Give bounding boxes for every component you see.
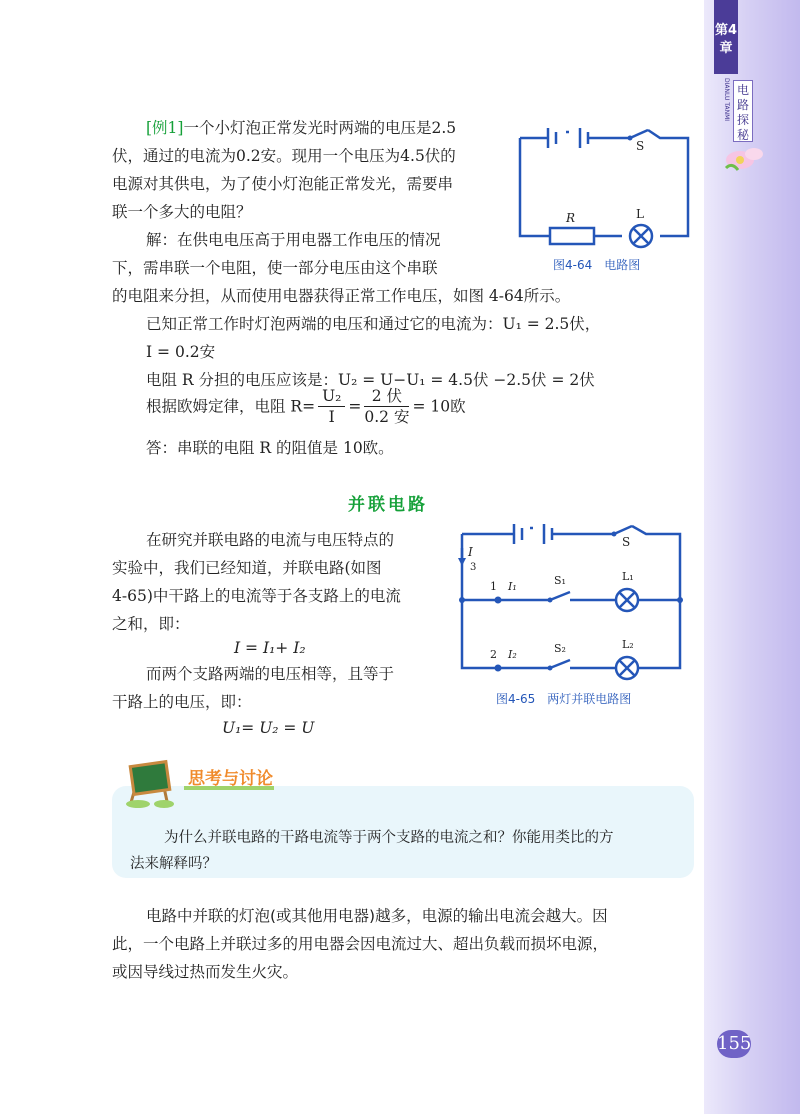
think-line-2: 法来解释吗？ (130, 856, 217, 872)
chapter-title: 电路探秘 (733, 80, 753, 142)
page-number: 155 (717, 1030, 751, 1058)
fig65-label-3: 3 (470, 562, 477, 573)
section-line-5: 而两个支路两端的电压相等，且等于 (146, 665, 395, 683)
example-line-3: 电源对其供电，为了使小灯泡能正常发光，需要串 (112, 175, 454, 193)
section-line-6: 干路上的电压，即： (112, 693, 252, 711)
chalkboard-icon (124, 758, 176, 808)
solution-line-3: 的电阻来分担，从而使用电器获得正常工作电压，如图 4-64所示。 (112, 287, 571, 305)
fig65-label-i2: I₂ (508, 648, 517, 661)
think-title: 思考与讨论 (188, 769, 273, 789)
section-title: 并联电路 (348, 495, 428, 515)
example-line-2: 伏，通过的电流为0.2安。现用一个电压为4.5伏的 (112, 147, 456, 165)
formula-voltage: U₁= U₂ = U (222, 719, 315, 737)
fig65-label-s2: S₂ (554, 642, 566, 655)
figure-4-64-circuit (510, 118, 700, 278)
fig65-label-i: I (468, 545, 473, 559)
example-line-4: 联一个多大的电阻？ (112, 203, 252, 221)
fig65-label-s1: S₁ (554, 574, 566, 587)
figure-4-65-caption: 图4-65 两灯并联电路图 (496, 692, 632, 706)
chapter-pinyin: DIANLU TANMI (723, 78, 730, 122)
fig65-label-1: 1 (490, 580, 497, 593)
fig64-label-l: L (636, 207, 644, 221)
example-label: [例1] (146, 119, 184, 137)
section-line-2: 实验中，我们已经知道，并联电路(如图 (112, 559, 382, 577)
closing-line-2: 此，一个电路上并联过多的用电器会因电流过大、超出负载而损坏电源， (112, 935, 609, 953)
fraction-u2-over-i: $\frac{\text{U₂}}{I}$ (318, 386, 345, 427)
section-line-3: 4-65)中干路上的电流等于各支路上的电流 (112, 587, 401, 605)
section-line-4: 之和，即： (112, 615, 190, 633)
fig65-label-l2: L₂ (622, 638, 634, 651)
figure-4-65-circuit (450, 510, 690, 690)
closing-line-3: 或因导线过热而发生火灾。 (112, 963, 299, 981)
figure-4-64-caption: 图4-64 电路图 (553, 258, 641, 272)
fraction-values: $\frac{\text{2 伏}}{\text{0.2 安}}$ (364, 387, 410, 426)
fig65-label-s: S (622, 535, 631, 549)
example-line-1: [例1]一个小灯泡正常发光时两端的电压是2.5 (146, 119, 457, 137)
solution-line-1: 解：在供电电压高于用电器工作电压的情况 (146, 231, 441, 249)
flower-icon (718, 140, 768, 176)
closing-line-1: 电路中并联的灯泡(或其他用电器)越多，电源的输出电流会越大。因 (146, 907, 608, 925)
solution-line-6: 电阻 R 分担的电压应该是：U₂ = U−U₁ = 4.5伏 −2.5伏 = 2伏 (146, 371, 595, 389)
section-line-1: 在研究并联电路的电流与电压特点的 (146, 531, 395, 549)
solution-line-4: 已知正常工作时灯泡两端的电压和通过它的电流为：U₁ = 2.5伏， (146, 315, 601, 333)
ohm-law-line: 根据欧姆定律，电阻 R= $\frac{\text{U₂}}{I}$ = $\frac{\text{2 伏}}{\text{0.2 安}}$ = 10欧 (146, 387, 466, 426)
formula-current: I = I₁+ I₂ (234, 639, 306, 657)
solution-line-5: I = 0.2安 (146, 343, 216, 361)
fig65-label-l1: L₁ (622, 570, 634, 583)
answer-line: 答：串联的电阻 R 的阻值是 10欧。 (146, 439, 394, 457)
chapter-tab: 第4章 (714, 0, 738, 74)
fig65-label-i1: I₁ (508, 580, 517, 593)
fig64-label-r: R (566, 211, 576, 225)
fig65-label-2: 2 (490, 648, 497, 661)
fig64-label-s: S (636, 139, 645, 153)
think-line-1: 为什么并联电路的干路电流等于两个支路的电流之和？你能用类比的方 (164, 830, 614, 846)
solution-line-2: 下，需串联一个电阻，使一部分电压由这个串联 (112, 259, 438, 277)
